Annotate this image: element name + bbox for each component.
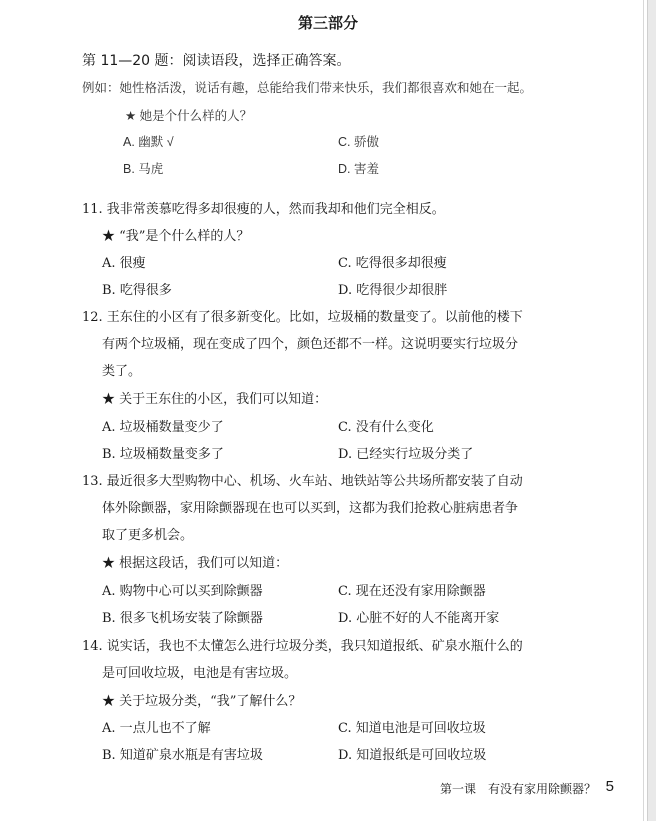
q11-question: ★ “我”是个什么样的人？ <box>102 229 250 244</box>
page-border-line <box>643 0 644 821</box>
q12-option-b[interactable]: B. 垃圾桶数量变多了 <box>102 447 224 462</box>
q13-option-a[interactable]: A. 购物中心可以买到除颤器 <box>102 584 263 599</box>
q12-option-d[interactable]: D. 已经实行垃圾分类了 <box>338 447 474 462</box>
q11-option-b[interactable]: B. 吃得很多 <box>102 283 172 298</box>
q14-text-line-2: 是可回收垃圾，电池是有害垃圾。 <box>102 666 298 681</box>
example-option-d: D. 害羞 <box>338 162 379 176</box>
page-edge <box>647 0 656 821</box>
page-number: 5 <box>605 778 614 795</box>
q13-option-b[interactable]: B. 很多飞机场安装了除颤器 <box>102 611 263 626</box>
q12-text-line-1: 12. 王东住的小区有了很多新变化。比如，垃圾桶的数量变了。以前他的楼下 <box>82 310 523 325</box>
q13-text-line-3: 取了更多机会。 <box>102 528 194 543</box>
q13-option-d[interactable]: D. 心脏不好的人不能离开家 <box>338 611 500 626</box>
q13-question: ★ 根据这段话，我们可以知道： <box>102 556 289 571</box>
q12-text-line-2: 有两个垃圾桶，现在变成了四个，颜色还都不一样。这说明要实行垃圾分 <box>102 337 519 352</box>
q14-option-a[interactable]: A. 一点儿也不了解 <box>102 721 211 736</box>
footer-lesson-title: 第一课 有没有家用除颤器？ <box>439 782 596 796</box>
q14-option-c[interactable]: C. 知道电池是可回收垃圾 <box>338 721 486 736</box>
example-passage: 例如：她性格活泼，说话有趣，总能给我们带来快乐，我们都很喜欢和她在一起。 <box>82 81 533 95</box>
q14-option-b[interactable]: B. 知道矿泉水瓶是有害垃圾 <box>102 748 263 763</box>
q14-option-d[interactable]: D. 知道报纸是可回收垃圾 <box>338 748 487 763</box>
q13-option-c[interactable]: C. 现在还没有家用除颤器 <box>338 584 486 599</box>
q14-text-line-1: 14. 说实话，我也不太懂怎么进行垃圾分类，我只知道报纸、矿泉水瓶什么的 <box>82 639 523 654</box>
q13-text-line-1: 13. 最近很多大型购物中心、机场、火车站、地铁站等公共场所都安装了自动 <box>82 474 523 489</box>
q12-option-a[interactable]: A. 垃圾桶数量变少了 <box>102 420 224 435</box>
q11-text-line-1: 11. 我非常羡慕吃得多却很瘦的人，然而我却和他们完全相反。 <box>82 202 445 217</box>
part-title: 第三部分 <box>297 14 358 32</box>
q11-option-d[interactable]: D. 吃得很少却很胖 <box>338 283 448 298</box>
q11-option-a[interactable]: A. 很瘦 <box>102 256 146 271</box>
q13-text-line-2: 体外除颤器，家用除颤器现在也可以买到，这都为我们抢救心脏病患者争 <box>102 501 519 516</box>
example-question: ★ 她是个什么样的人？ <box>125 109 253 123</box>
example-option-b: B. 马虎 <box>123 162 164 176</box>
instruction: 第 11—20 题：阅读语段，选择正确答案。 <box>82 53 351 69</box>
q12-question: ★ 关于王东住的小区，我们可以知道： <box>102 392 328 407</box>
example-option-c: C. 骄傲 <box>338 135 379 149</box>
q12-option-c[interactable]: C. 没有什么变化 <box>338 420 434 435</box>
q12-text-line-3: 类了。 <box>102 364 142 379</box>
example-option-a: A. 幽默 √ <box>123 135 174 149</box>
q11-option-c[interactable]: C. 吃得很多却很瘦 <box>338 256 447 271</box>
q14-question: ★ 关于垃圾分类，“我”了解什么？ <box>102 694 302 709</box>
